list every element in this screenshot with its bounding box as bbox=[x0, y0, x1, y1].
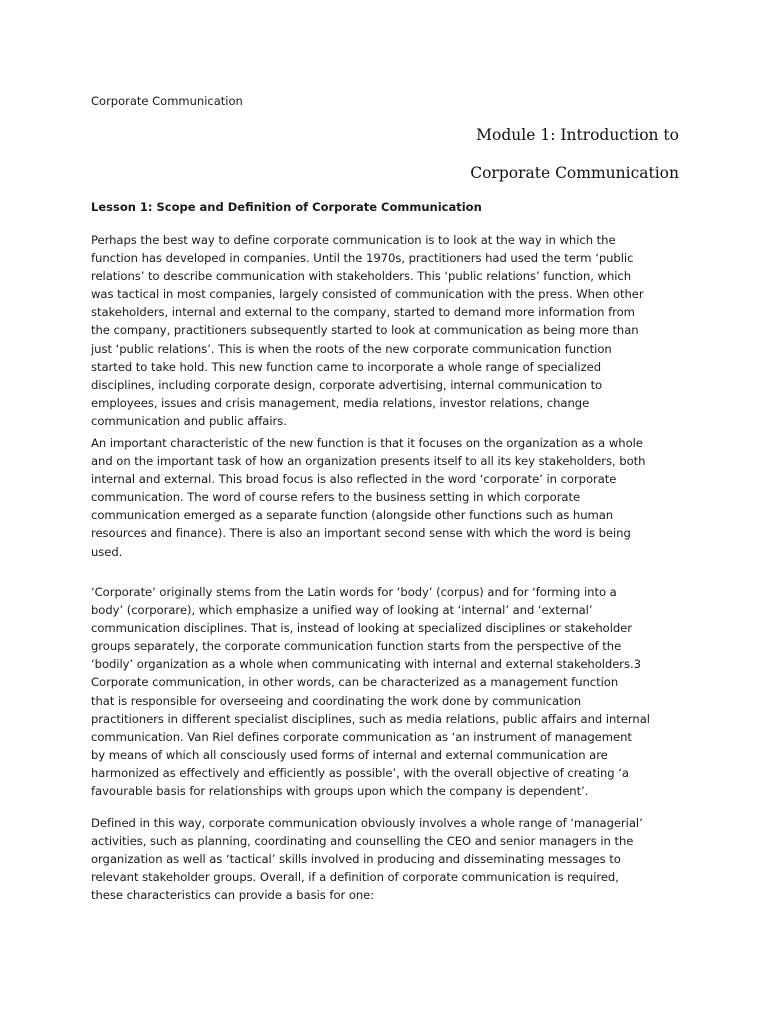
paragraph-line: relations’ to describe communication with stakeholders. This ‘public relations’ function, which bbox=[91, 269, 632, 284]
paragraph-line: Defined in this way, corporate communication obviously involves a whole range of ‘managerial’ bbox=[91, 816, 643, 830]
paragraph-line: disciplines, including corporate design, corporate advertising, internal communication to bbox=[91, 377, 603, 392]
paragraph-line: Perhaps the best way to define corporate communication is to look at the way in which the bbox=[91, 233, 616, 247]
paragraph-line: that is responsible for overseeing and coordinating the work done by communication bbox=[91, 693, 582, 708]
paragraph-2 bbox=[91, 434, 683, 561]
paragraph-line: communication. The word of course refers to the business setting in which corporate bbox=[91, 490, 581, 505]
paragraph-line: communication disciplines. That is, instead of looking at specialized disciplines or stakeholder bbox=[91, 621, 632, 636]
paragraph-line: the company, practitioners subsequently started to look at communication as being more than bbox=[91, 323, 639, 338]
paragraph-line: by means of which all consciously used forms of internal and external communication are bbox=[91, 747, 608, 762]
paragraph-line: practitioners in different specialist disciplines, such as media relations, public affairs and internal bbox=[91, 711, 650, 726]
paragraph-line: was tactical in most companies, largely consisted of communication with the press. When other bbox=[91, 287, 644, 302]
paragraph-line: used. bbox=[91, 544, 123, 559]
module-title-line-1: Module 1: Introduction to bbox=[476, 126, 679, 144]
paragraph-line: organization as well as ‘tactical’ skills involved in producing and disseminating messages to bbox=[91, 852, 621, 867]
paragraph-line: function has developed in companies. Until the 1970s, practitioners had used the term ‘public bbox=[91, 251, 634, 266]
paragraph-3 bbox=[91, 583, 683, 800]
paragraph-line: just ‘public relations’. This is when the roots of the new corporate communication function bbox=[91, 341, 612, 356]
paragraph-line: and on the important task of how an organization presents itself to all its key stakeholders, both bbox=[91, 454, 646, 469]
paragraph-line: communication emerged as a separate function (alongside other functions such as human bbox=[91, 508, 614, 523]
paragraph-line: these characteristics can provide a basis for one: bbox=[91, 888, 375, 903]
paragraph-line: ‘Corporate’ originally stems from the Latin words for ‘body’ (corpus) and for ‘forming into a bbox=[91, 585, 617, 599]
paragraph-line: relevant stakeholder groups. Overall, if a definition of corporate communication is required, bbox=[91, 870, 619, 885]
paragraph-line: stakeholders, internal and external to the company, started to demand more information from bbox=[91, 305, 635, 320]
paragraph-line: favourable basis for relationships with groups upon which the company is dependent’. bbox=[91, 784, 589, 799]
paragraph-line: Corporate communication, in other words, can be characterized as a management function bbox=[91, 675, 619, 690]
paragraph-line: resources and finance). There is also an important second sense with which the word is being bbox=[91, 526, 631, 541]
paragraph-line: activities, such as planning, coordinating and counselling the CEO and senior managers in the bbox=[91, 834, 634, 849]
paragraph-line: communication and public affairs. bbox=[91, 413, 287, 428]
lesson-title: Lesson 1: Scope and Definition of Corporate Communication bbox=[91, 200, 482, 214]
paragraph-4 bbox=[91, 814, 683, 904]
paragraph-line: groups separately, the corporate communication function starts from the perspective of the bbox=[91, 639, 622, 654]
paragraph-1 bbox=[91, 231, 683, 430]
paragraph-line: started to take hold. This new function came to incorporate a whole range of specialized bbox=[91, 359, 602, 374]
paragraph-line: An important characteristic of the new function is that it focuses on the organization as a whole bbox=[91, 436, 643, 450]
paragraph-line: ‘bodily’ organization as a whole when communicating with internal and external stakeholders.3 bbox=[91, 657, 641, 672]
paragraph-line: employees, issues and crisis management, media relations, investor relations, change bbox=[91, 395, 590, 410]
paragraph-line: harmonized as effectively and efficiently as possible’, with the overall objective of creating ‘a bbox=[91, 765, 629, 780]
paragraph-line: communication. Van Riel defines corporate communication as ‘an instrument of management bbox=[91, 729, 632, 744]
paragraph-line: internal and external. This broad focus is also reflected in the word ‘corporate’ in corporate bbox=[91, 472, 617, 487]
module-title-line-2: Corporate Communication bbox=[470, 164, 679, 182]
document-header: Corporate Communication bbox=[91, 94, 243, 108]
paragraph-line: body’ (corporare), which emphasize a unified way of looking at ‘internal’ and ‘external’ bbox=[91, 603, 593, 618]
